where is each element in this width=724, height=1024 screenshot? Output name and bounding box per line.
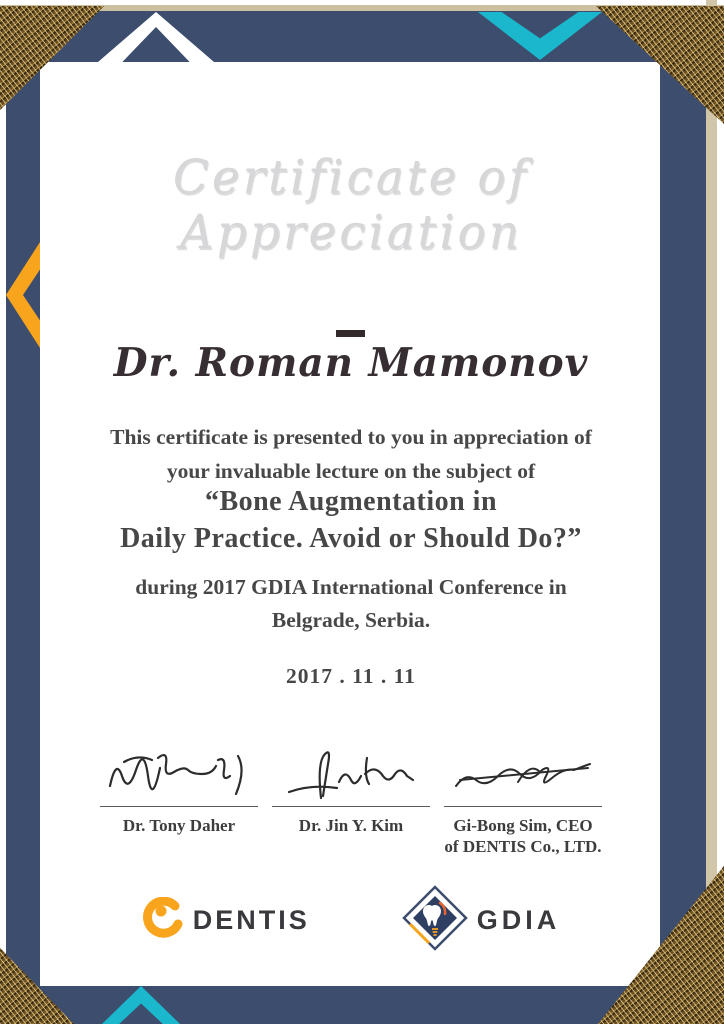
- signatory-gi-bong-sim: [444, 742, 602, 857]
- signatory-jin-kim: [272, 742, 430, 857]
- signature-line: [444, 806, 602, 807]
- border-frame-left: [6, 11, 40, 1024]
- event-paragraph: [40, 571, 662, 637]
- scan-edge-right: [706, 0, 717, 1024]
- certificate-title: Certificate of Appreciation: [172, 150, 530, 260]
- gdia-logo-text: GDIA: [476, 904, 561, 935]
- dentis-swirl-icon: [142, 897, 184, 944]
- logo-row: [40, 878, 662, 962]
- lecture-title: [40, 483, 662, 557]
- event-line-1: during 2017 GDIA International Conference in: [135, 575, 567, 599]
- certificate-date: 2017 . 11 . 11: [286, 664, 416, 688]
- intro-line-1: This certificate is presented to you in appreciation of: [110, 425, 592, 449]
- gdia-logo: [402, 885, 561, 956]
- signatory-name: Dr. Jin Y. Kim: [298, 816, 404, 835]
- signature-tony-daher-icon: [104, 742, 254, 804]
- name-dash-decoration: [336, 330, 365, 337]
- recipient-name: Dr. Roman Mamonov: [113, 340, 589, 386]
- signatory-tony-daher: [100, 742, 258, 857]
- border-frame-right: [660, 11, 706, 1024]
- lecture-title-line-2: Daily Practice. Avoid or Should Do?”: [120, 523, 582, 554]
- lecture-title-line-1: “Bone Augmentation in: [204, 486, 498, 517]
- dentis-logo-text: DENTIS: [192, 904, 310, 935]
- signatory-name-line2: of DENTIS Co., LTD.: [444, 837, 602, 856]
- signature-line: [100, 806, 258, 807]
- signature-jin-kim-icon: [281, 742, 421, 804]
- signature-line: [272, 806, 430, 807]
- dentis-logo: [142, 897, 310, 944]
- gdia-diamond-icon: [402, 885, 468, 956]
- signature-row: [40, 742, 662, 857]
- intro-paragraph: [40, 420, 662, 488]
- signature-gi-bong-sim-icon: [448, 742, 598, 804]
- signatory-name: Dr. Tony Daher: [122, 816, 236, 835]
- intro-line-2: your invaluable lecture on the subject of: [166, 459, 536, 483]
- event-line-2: Belgrade, Serbia.: [271, 608, 431, 632]
- signatory-name: Gi-Bong Sim, CEO: [453, 816, 593, 835]
